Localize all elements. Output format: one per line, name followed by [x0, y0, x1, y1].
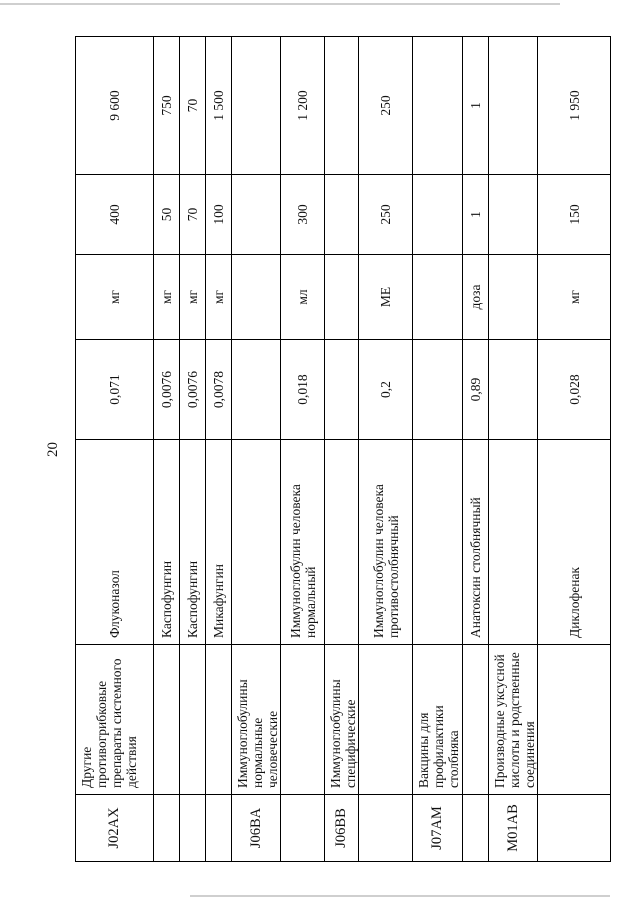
code-cell [463, 795, 489, 862]
unit-cell: мг [180, 255, 206, 340]
dose-cell [489, 175, 538, 255]
drug-cell: Каспофунгин [154, 440, 180, 645]
ddd-cell: 0,0076 [154, 340, 180, 440]
group-cell [538, 645, 611, 795]
unit-cell [413, 255, 463, 340]
code-cell [281, 795, 325, 862]
group-cell [206, 645, 232, 795]
total-cell: 1 200 [281, 37, 325, 175]
table-row [180, 37, 206, 862]
group-cell: Вакцины для профилактики столбняка [413, 645, 463, 795]
drug-cell: Каспофунгин [180, 440, 206, 645]
table-body [76, 37, 611, 862]
table-row [76, 37, 154, 862]
unit-cell: МЕ [359, 255, 413, 340]
total-cell [325, 37, 359, 175]
group-cell: Иммуноглобулины нормальные человеческие [232, 645, 281, 795]
ddd-cell: 0,018 [281, 340, 325, 440]
total-cell: 750 [154, 37, 180, 175]
unit-cell: мг [154, 255, 180, 340]
table-row [154, 37, 180, 862]
group-cell [180, 645, 206, 795]
drug-cell [325, 440, 359, 645]
total-cell [413, 37, 463, 175]
dose-cell: 70 [180, 175, 206, 255]
total-cell [232, 37, 281, 175]
unit-cell [232, 255, 281, 340]
total-cell: 1 [463, 37, 489, 175]
table-row [413, 37, 463, 862]
rotated-page [45, 37, 600, 862]
dose-cell: 150 [538, 175, 611, 255]
group-cell: Иммуноглобулины специфические [325, 645, 359, 795]
unit-cell: мг [76, 255, 154, 340]
table-row [206, 37, 232, 862]
drug-cell: Анатоксин столбнячный [463, 440, 489, 645]
dose-cell: 50 [154, 175, 180, 255]
total-cell [489, 37, 538, 175]
dose-cell [232, 175, 281, 255]
code-cell: J06BB [325, 795, 359, 862]
ddd-cell [325, 340, 359, 440]
group-cell: Другие противогрибковые препараты системного действия [76, 645, 154, 795]
code-cell [359, 795, 413, 862]
group-cell: Производные уксусной кислоты и родственные соединения [489, 645, 538, 795]
unit-cell [489, 255, 538, 340]
ddd-cell [413, 340, 463, 440]
scan-edge-line-bottom [190, 895, 610, 897]
table-row [359, 37, 413, 862]
dose-cell: 400 [76, 175, 154, 255]
total-cell: 1 500 [206, 37, 232, 175]
code-cell [538, 795, 611, 862]
total-cell: 70 [180, 37, 206, 175]
unit-cell: мл [281, 255, 325, 340]
code-cell: J07AM [413, 795, 463, 862]
ddd-cell: 0,028 [538, 340, 611, 440]
table-row [325, 37, 359, 862]
drug-cell: Иммуноглобулин человека противостолбнячный [359, 440, 413, 645]
dose-cell: 250 [359, 175, 413, 255]
group-cell [281, 645, 325, 795]
ddd-cell: 0,071 [76, 340, 154, 440]
drug-cell: Флуконазол [76, 440, 154, 645]
table-row [538, 37, 611, 862]
drug-cell [413, 440, 463, 645]
ddd-cell: 0,2 [359, 340, 413, 440]
total-cell: 250 [359, 37, 413, 175]
ddd-cell: 0,0078 [206, 340, 232, 440]
table-row [281, 37, 325, 862]
code-cell [180, 795, 206, 862]
dose-cell [325, 175, 359, 255]
total-cell: 9 600 [76, 37, 154, 175]
dose-cell: 100 [206, 175, 232, 255]
code-cell: J02AX [76, 795, 154, 862]
scan-edge-line-top [0, 3, 560, 5]
group-cell [463, 645, 489, 795]
code-cell: J06BA [232, 795, 281, 862]
ddd-cell: 0,0076 [180, 340, 206, 440]
unit-cell: мг [206, 255, 232, 340]
table-row [489, 37, 538, 862]
unit-cell [325, 255, 359, 340]
unit-cell: доза [463, 255, 489, 340]
code-cell: M01AB [489, 795, 538, 862]
total-cell: 1 950 [538, 37, 611, 175]
group-cell [154, 645, 180, 795]
ddd-cell [489, 340, 538, 440]
table-row [232, 37, 281, 862]
code-cell [206, 795, 232, 862]
drug-cell: Микафунгин [206, 440, 232, 645]
drug-table [75, 36, 611, 862]
table-row [463, 37, 489, 862]
page-number: 20 [45, 442, 61, 457]
group-cell [359, 645, 413, 795]
drug-cell [489, 440, 538, 645]
dose-cell: 300 [281, 175, 325, 255]
code-cell [154, 795, 180, 862]
drug-cell: Иммуноглобулин человека нормальный [281, 440, 325, 645]
drug-cell: Диклофенак [538, 440, 611, 645]
ddd-cell: 0,89 [463, 340, 489, 440]
dose-cell [413, 175, 463, 255]
drug-cell [232, 440, 281, 645]
unit-cell: мг [538, 255, 611, 340]
dose-cell: 1 [463, 175, 489, 255]
ddd-cell [232, 340, 281, 440]
